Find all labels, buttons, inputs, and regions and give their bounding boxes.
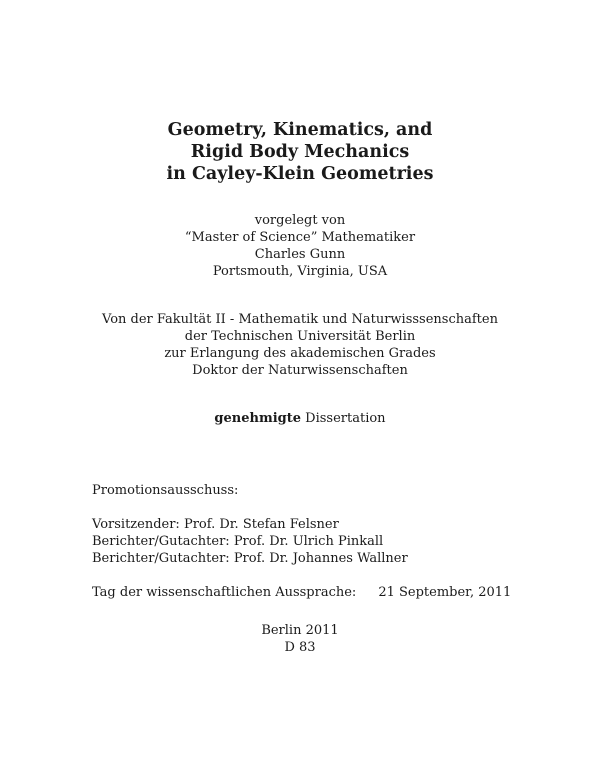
defense-label: Tag der wissenschaftlichen Aussprache: <box>92 585 357 600</box>
degree-purpose-line: zur Erlangung des akademischen Grades <box>164 346 436 361</box>
faculty-line: Von der Fakultät II - Mathematik und Naturwisssenschaften <box>102 312 498 327</box>
defense-date-line <box>92 584 511 601</box>
committee-chair: Vorsitzender: Prof. Dr. Stefan Felsner <box>92 517 339 532</box>
approval-rest: Dissertation <box>301 411 386 426</box>
committee-heading: Promotionsausschuss: <box>92 483 239 498</box>
place-year: Berlin 2011 <box>261 623 339 638</box>
committee-list <box>92 516 408 567</box>
author-block <box>0 212 600 280</box>
author-origin: Portsmouth, Virginia, USA <box>212 264 388 279</box>
author-name: Charles Gunn <box>254 247 346 262</box>
approval-line <box>0 410 600 427</box>
approval-bold: genehmigte <box>214 411 302 426</box>
title-line-2: Rigid Body Mechanics <box>190 142 410 162</box>
author-degree: “Master of Science” Mathematiker <box>184 230 416 245</box>
faculty-block <box>0 311 600 379</box>
committee-reviewer-2: Berichter/Gutachter: Prof. Dr. Johannes Wallner <box>92 551 408 566</box>
library-code: D 83 <box>284 640 316 655</box>
submitted-by: vorgelegt von <box>254 213 346 228</box>
committee-reviewer-1: Berichter/Gutachter: Prof. Dr. Ulrich Pinkall <box>92 534 384 549</box>
thesis-title <box>0 119 600 185</box>
university-line: der Technischen Universität Berlin <box>184 329 416 344</box>
title-line-1: Geometry, Kinematics, and <box>167 120 433 140</box>
title-line-3: in Cayley-Klein Geometries <box>166 164 434 184</box>
footer-block <box>0 622 600 656</box>
defense-date: 21 September, 2011 <box>378 585 512 600</box>
degree-name-line: Doktor der Naturwissenschaften <box>192 363 408 378</box>
